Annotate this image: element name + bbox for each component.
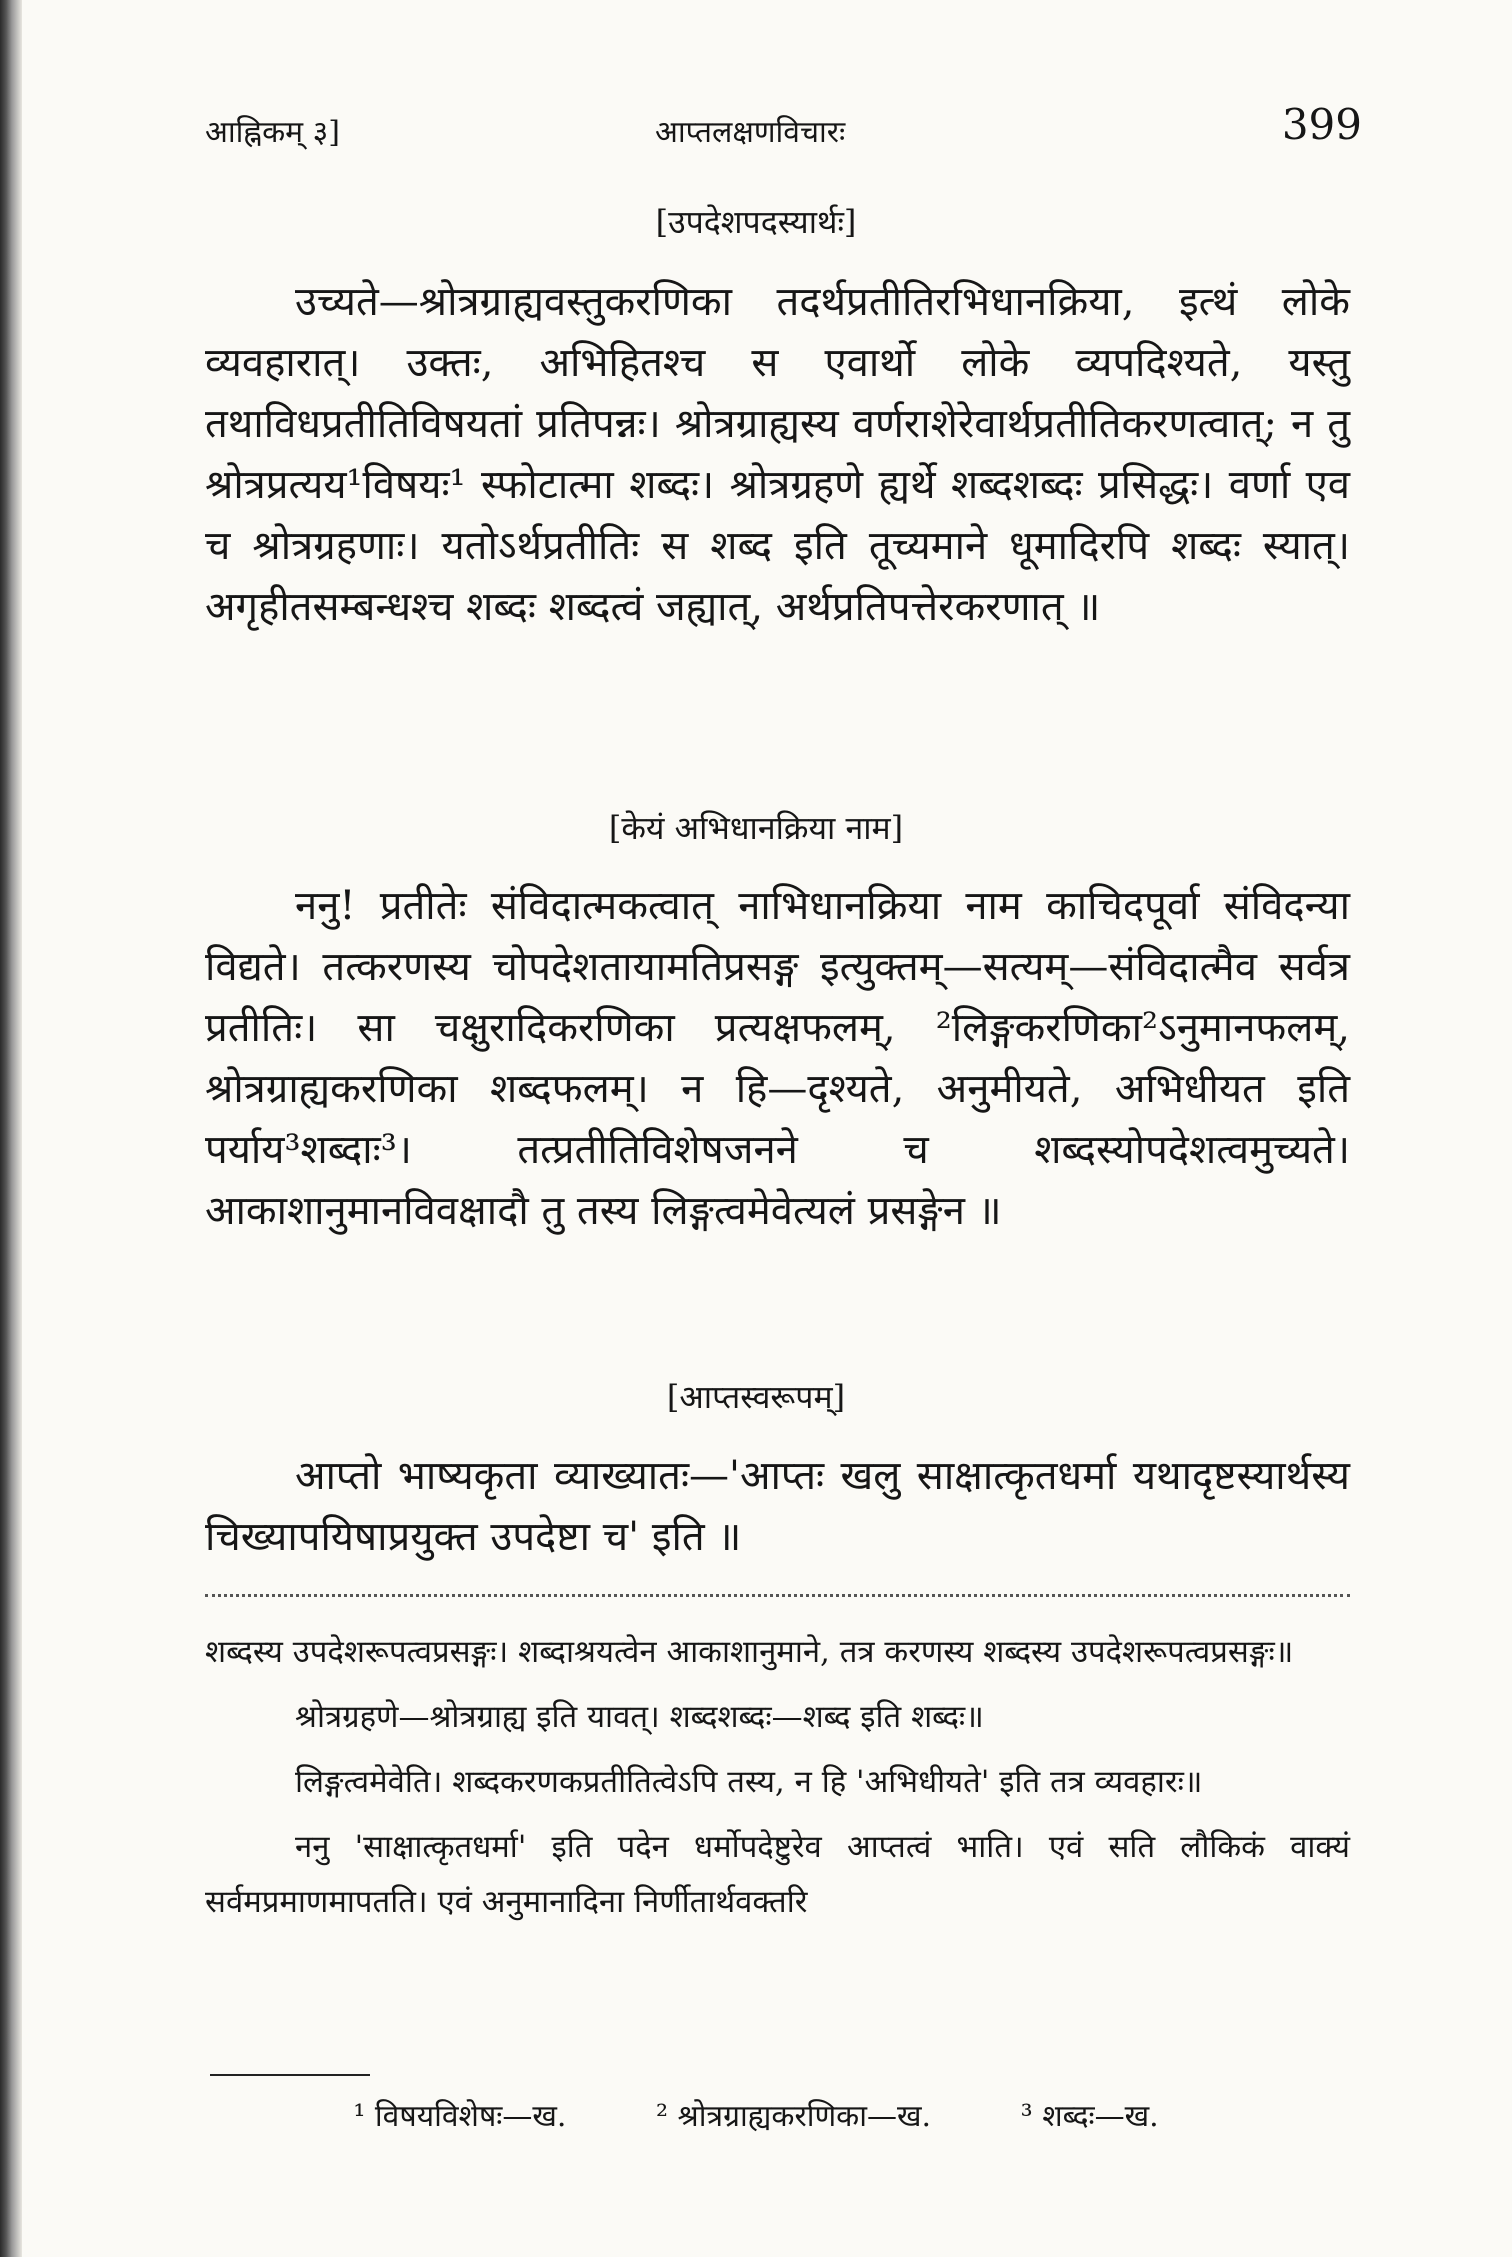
section-heading-abhidhanakriya: [केयं अभिधानक्रिया नाम] xyxy=(608,809,904,847)
section-heading-aptasvarupa: [आप्तस्वरूपम्] xyxy=(666,1378,846,1416)
section-heading-upadesha: [उपदेशपदस्यार्थः] xyxy=(655,203,857,241)
footnote-rule xyxy=(210,2074,370,2076)
footnote-1: ¹ विषयविशेषः—ख. xyxy=(353,2099,567,2134)
footnote-2: ² श्रोत्रग्राह्यकरणिका—ख. xyxy=(655,2099,932,2134)
commentary-note: लिङ्गत्वमेवेति। शब्दकरणकप्रतीतित्वेऽपि तस्य, न हि 'अभिधीयते' इति तत्र व्यवहारः॥ xyxy=(295,1764,1203,1800)
footnotes xyxy=(0,2094,1512,2135)
page-binding-shadow xyxy=(0,0,22,2257)
paragraph-text: आप्तो भाष्यकृता व्याख्यातः—'आप्तः खलु साक्षात्कृतधर्मा यथादृष्टस्यार्थस्य चिख्यापयिषाप्रयुक्त उपदेष्टा च' इति ॥ xyxy=(205,1453,1350,1560)
page-number: 399 xyxy=(1281,100,1362,149)
section-paragraph-abhidhanakriya xyxy=(205,876,1350,1242)
section-paragraph-upadesha xyxy=(205,272,1350,638)
header-title: आप्तलक्षणविचारः xyxy=(655,115,846,150)
section-paragraph-aptasvarupa xyxy=(205,1446,1350,1568)
commentary-note: श्रोत्रग्रहणे—श्रोत्रग्राह्य इति यावत्। शब्दशब्दः—शब्द इति शब्दः॥ xyxy=(295,1699,984,1735)
commentary-notes xyxy=(205,1625,1350,1940)
paragraph-text: उच्यते—श्रोत्रग्राह्यवस्तुकरणिका तदर्थप्रतीतिरभिधानक्रिया, इत्थं लोके व्यवहारात्। उक्तः, अभिहितश्च स एवार्थो लोके व्यपदिश्यते, यस्तु तथाविधप्रतीतिविषयतां प्रतिपन्नः। श्रोत्रग्राह्यस्य वर्णराशेरेवार्थप्रतीतिकरणत्वात्; न तु श्रोत्रप्रत्यय¹विषयः¹ स्फोटात्मा शब्दः। श्रोत्रग्रहणे ह्यर्थे शब्दशब्दः प्रसिद्धः। वर्णा एव च श्रोत्रग्रहणाः। यतोऽर्थप्रतीतिः स शब्द इति तूच्यमाने धूमादिरपि शब्दः स्यात्। अगृहीतसम्बन्धश्च शब्दः शब्दत्वं जह्यात्, अर्थप्रतिपत्तेरकरणात् ॥ xyxy=(205,279,1350,630)
commentary-note: ननु 'साक्षात्कृतधर्मा' इति पदेन धर्मोपदेष्टुरेव आप्तत्वं भाति। एवं सति लौकिकं वाक्यं सर्वमप्रमाणमापतति। एवं अनुमानादिना निर्णीतार्थवक्तरि xyxy=(205,1829,1350,1920)
header-chapter: आह्निकम् ३] xyxy=(205,115,340,150)
footnote-3: ³ शब्दः—ख. xyxy=(1020,2099,1159,2134)
commentary-note: शब्दस्य उपदेशरूपत्वप्रसङ्गः। शब्दाश्रयत्वेन आकाशानुमाने, तत्र करणस्य शब्दस्य उपदेशरूपत्वप्रसङ्गः॥ xyxy=(205,1634,1294,1670)
commentary-divider xyxy=(205,1594,1350,1597)
paragraph-text: ननु! प्रतीतेः संविदात्मकत्वात् नाभिधानक्रिया नाम काचिदपूर्वा संविदन्या विद्यते। तत्करणस्य चोपदेशतायामतिप्रसङ्ग इत्युक्तम्—सत्यम्—संविदात्मैव सर्वत्र प्रतीतिः। सा चक्षुरादिकरणिका प्रत्यक्षफलम्, ²लिङ्गकरणिका²ऽनुमानफलम्, श्रोत्रग्राह्यकरणिका शब्दफलम्। न हि—दृश्यते, अनुमीयते, अभिधीयत इति पर्याय³शब्दाः³। तत्प्रतीतिविशेषजनने च शब्दस्योपदेशत्वमुच्यते। आकाशानुमानविवक्षादौ तु तस्य लिङ्गत्वमेवेत्यलं प्रसङ्गेन ॥ xyxy=(205,883,1350,1234)
running-header xyxy=(205,100,1362,160)
